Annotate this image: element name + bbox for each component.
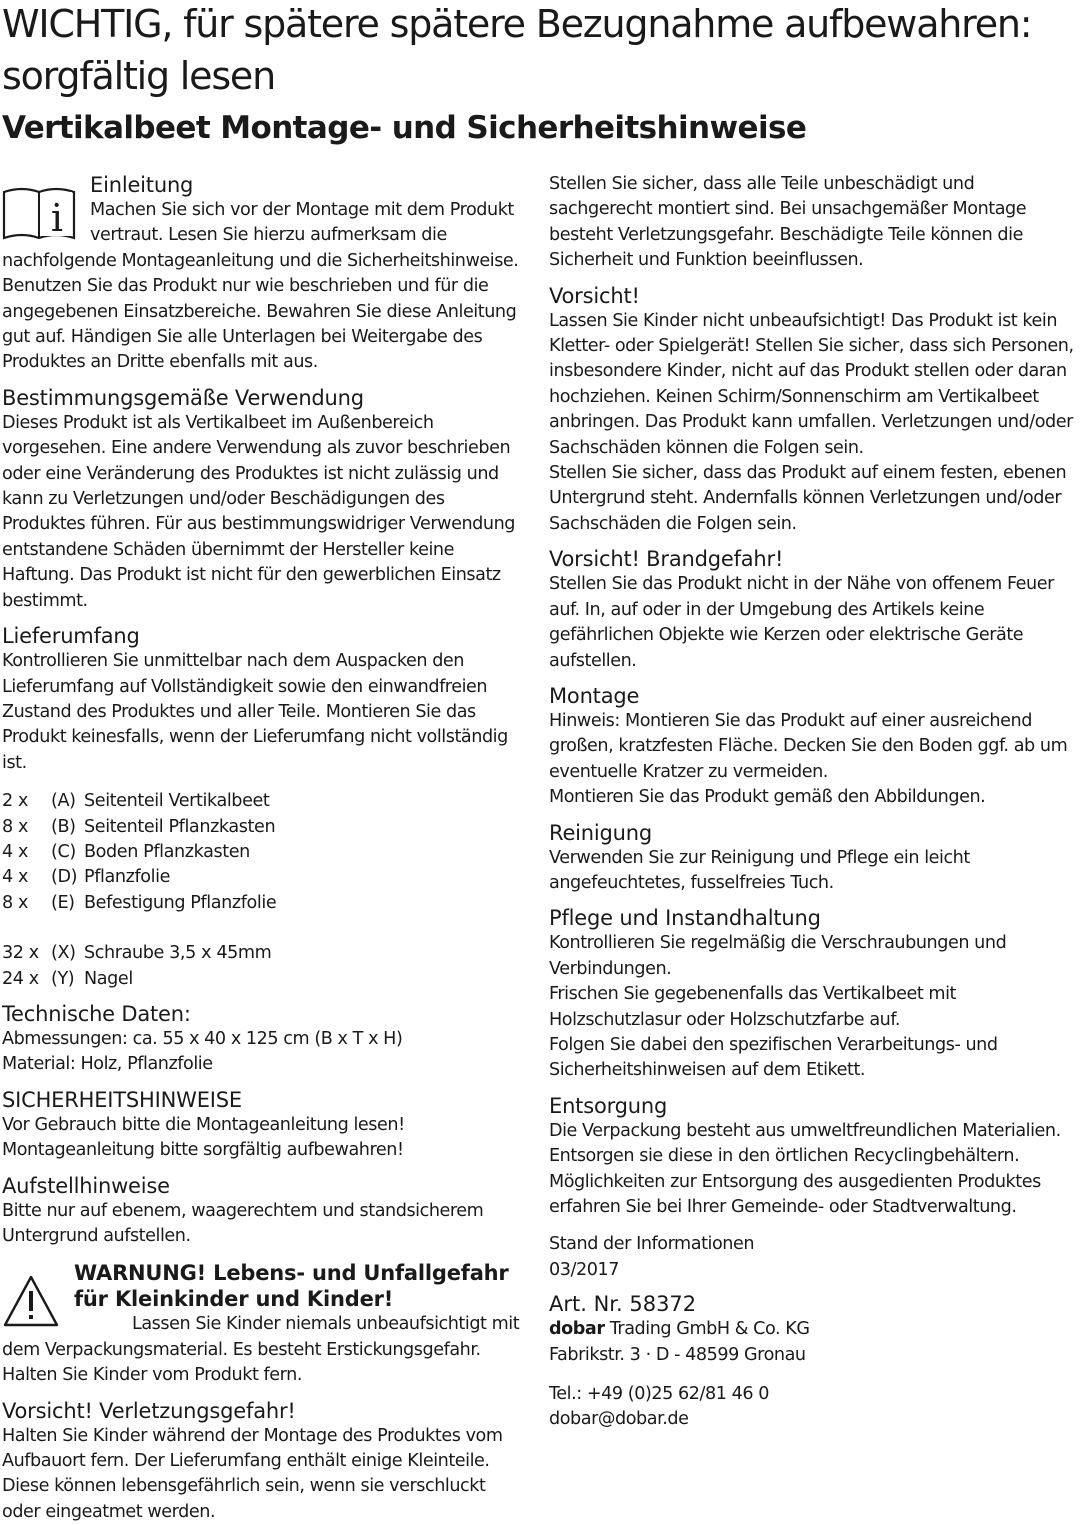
item-code: (A) bbox=[51, 791, 76, 812]
lieferumfang-text: Kontrollieren Sie unmittelbar nach dem Auspacken den Lieferumfang auf Vollständigkeit sowie den einwandfreien Zustand des Produktes und aller Teile. Montieren Sie das Produkt keinesfalls, wenn der Lieferumfang nicht vollständig ist. bbox=[2, 651, 508, 773]
einleitung-heading: Einleitung bbox=[90, 173, 194, 197]
vorsicht-text-1: Lassen Sie Kinder nicht unbeaufsichtigt! Das Produkt ist kein Kletter- oder Spielgerät! Stellen Sie sicher, dass sich Personen, insbesondere Kinder, nicht auf das Produkt stellen oder daran hochziehen. Keinen Schirm/Sonnenschirm am Vertikalbeet anbringen. Das Produkt kann umfallen. Verletzungen und/oder Sachschäden können die Folgen sein. bbox=[549, 310, 1074, 458]
aufstell-heading: Aufstellhinweise bbox=[2, 1173, 170, 1198]
verletzung-text: Halten Sie Kinder während der Montage des Produktes vom Aufbauort fern. Der Lieferumfang enthält einige Kleinteile. Diese können lebensgefährlich sein, wenn sie verschluckt oder eingeatmet werden. bbox=[2, 1425, 503, 1522]
subtitle-rest: Montage- und Sicherheitshinweise bbox=[210, 110, 807, 146]
list-item bbox=[2, 815, 528, 840]
company-rest: Trading GmbH & Co. KG bbox=[604, 1319, 810, 1340]
item-name: Boden Pflanzkasten bbox=[84, 841, 250, 862]
item-code: (X) bbox=[51, 943, 76, 964]
item-qty: 32 x bbox=[2, 943, 39, 964]
item-name: Schraube 3,5 x 45mm bbox=[84, 943, 272, 964]
lieferumfang-heading: Lieferumfang bbox=[2, 624, 140, 649]
technik-dimensions: Abmessungen: ca. 55 x 40 x 125 cm (B x T x H) bbox=[2, 1028, 403, 1049]
left-column bbox=[2, 172, 528, 1525]
montage-text-2: Montieren Sie das Produkt gemäß den Abbildungen. bbox=[549, 787, 986, 808]
stand-label: Stand der Informationen bbox=[549, 1234, 755, 1255]
list-item bbox=[2, 840, 528, 865]
svg-text:i: i bbox=[50, 196, 64, 240]
verletzung-heading: Vorsicht! Verletzungsgefahr! bbox=[2, 1398, 296, 1423]
pflege-heading: Pflege und Instandhaltung bbox=[549, 906, 821, 931]
item-name: Nagel bbox=[84, 968, 133, 989]
reinigung-text: Verwenden Sie zur Reinigung und Pflege ein leicht angefeuchtetes, fusselfreies Tuch. bbox=[549, 847, 970, 893]
warnung-heading: WARNUNG! Lebens- und Unfallgefahr für Kleinkinder und Kinder! bbox=[74, 1261, 509, 1311]
info-book-icon bbox=[2, 184, 76, 242]
item-qty: 8 x bbox=[2, 816, 28, 837]
list-item bbox=[2, 789, 528, 814]
warning-block bbox=[2, 1261, 528, 1388]
item-code: (D) bbox=[51, 867, 78, 888]
item-code: (E) bbox=[51, 892, 75, 913]
item-code: (Y) bbox=[51, 968, 75, 989]
aufstell-text: Bitte nur auf ebenem, waagerechtem und standsicherem Untergrund aufstellen. bbox=[2, 1200, 484, 1246]
item-qty: 4 x bbox=[2, 841, 28, 862]
technik-material: Material: Holz, Pflanzfolie bbox=[2, 1054, 213, 1075]
sicherheit-line-1: Vor Gebrauch bitte die Montageanleitung lesen! bbox=[2, 1114, 405, 1135]
verwendung-heading: Bestimmungsgemäße Verwendung bbox=[2, 385, 364, 410]
warning-triangle-icon bbox=[2, 1273, 60, 1329]
brand-text: Stellen Sie das Produkt nicht in der Nähe von offenem Feuer auf. In, auf oder in der Umgebung des Artikels keine gefährlichen Objekte wie Kerzen oder elektrische Geräte aufstellen. bbox=[549, 574, 1054, 671]
item-name: Seitenteil Pflanzkasten bbox=[84, 816, 276, 837]
company-address: Fabrikstr. 3 · D - 48599 Gronau bbox=[549, 1344, 806, 1365]
list-item bbox=[2, 891, 528, 916]
montage-text-1: Hinweis: Montieren Sie das Produkt auf einer ausreichend großen, kratzfesten Fläche. Decken Sie den Boden ggf. ab um eventuelle Kratzer zu vermeiden. bbox=[549, 710, 1068, 782]
list-item bbox=[2, 967, 528, 992]
item-code: (C) bbox=[51, 841, 76, 862]
vorsicht-text-2: Stellen Sie sicher, dass das Produkt auf einem festen, ebenen Untergrund steht. Andernfalls können Verletzungen und/oder Sachschäden die Folgen sein. bbox=[549, 463, 1067, 534]
entsorgung-text-3: Möglichkeiten zur Entsorgung des ausgedienten Produktes erfahren Sie bei Ihrer Gemeinde- oder Stadtverwaltung. bbox=[549, 1171, 1041, 1217]
entsorgung-text-1: Die Verpackung besteht aus umweltfreundlichen Materialien. bbox=[549, 1120, 1061, 1141]
brand-heading: Vorsicht! Brandgefahr! bbox=[549, 547, 784, 572]
item-qty: 2 x bbox=[2, 791, 28, 812]
vorsicht-heading: Vorsicht! bbox=[549, 283, 640, 308]
warnung-text: Lassen Sie Kinder niemals unbeaufsichtigt mit dem Verpackungsmaterial. Es besteht Erstickungsgefahr. Halten Sie Kinder vom Produkt fern. bbox=[2, 1314, 520, 1386]
page-subtitle bbox=[2, 108, 1084, 148]
item-qty: 24 x bbox=[2, 968, 39, 989]
phone-number: Tel.: +49 (0)25 62/81 46 0 bbox=[549, 1384, 769, 1405]
company-brand: dobar bbox=[549, 1319, 605, 1340]
email-address: dobar@dobar.de bbox=[549, 1409, 689, 1430]
item-name: Seitenteil Vertikalbeet bbox=[84, 791, 270, 812]
einleitung-text: Machen Sie sich vor der Montage mit dem Produkt vertraut. Lesen Sie hierzu aufmerksam die nachfolgende Montageanleitung und die Sicherheitshinweise. Benutzen Sie das Produkt nur wie beschrieben und für die angegebenen Einsatzbereiche. Bewahren Sie diese Anleitung gut auf. Händigen Sie alle Unterlagen bei Weitergabe des Produktes an Dritte ebenfalls mit aus. bbox=[2, 200, 519, 373]
item-qty: 8 x bbox=[2, 892, 28, 913]
list-item bbox=[2, 941, 528, 966]
sicherheit-heading: SICHERHEITSHINWEISE bbox=[2, 1087, 242, 1112]
verwendung-text: Dieses Produkt ist als Vertikalbeet im Außenbereich vorgesehen. Eine andere Verwendung als zuvor beschrieben oder eine Veränderung des Produktes ist nicht zulässig und kann zu Verletzungen und/oder Beschädigungen des Produktes führen. Für aus bestimmungswidriger Verwendung entstandene Schäden übernimmt der Hersteller keine Haftung. Das Produkt ist nicht für den gewerblichen Einsatz bestimmt. bbox=[2, 412, 515, 611]
parts-list bbox=[2, 789, 528, 992]
pflege-text-2: Frischen Sie gegebenenfalls das Vertikalbeet mit Holzschutzlasur oder Holzschutzfarbe auf. bbox=[549, 984, 957, 1030]
intro-text: Stellen Sie sicher, dass alle Teile unbeschädigt und sachgerecht montiert sind. Bei unsachgemäßer Montage besteht Verletzungsgefahr. Beschädigte Teile können die Sicherheit und Funktion beeinflussen. bbox=[549, 174, 1027, 271]
page-title: WICHTIG, für spätere spätere Bezugnahme aufbewahren: sorgfältig lesen bbox=[2, 2, 1032, 98]
list-spacer bbox=[2, 916, 528, 941]
reinigung-heading: Reinigung bbox=[549, 820, 653, 845]
product-name: Vertikalbeet bbox=[2, 110, 211, 146]
item-name: Befestigung Pflanzfolie bbox=[84, 892, 277, 913]
article-number: Art. Nr. 58372 bbox=[549, 1292, 697, 1317]
technik-heading: Technische Daten: bbox=[2, 1001, 191, 1026]
list-item bbox=[2, 865, 528, 890]
montage-heading: Montage bbox=[549, 683, 640, 708]
stand-date: 03/2017 bbox=[549, 1259, 619, 1280]
sicherheit-line-2: Montageanleitung bitte sorgfältig aufbewahren! bbox=[2, 1140, 404, 1161]
company-name bbox=[549, 1317, 1079, 1342]
entsorgung-heading: Entsorgung bbox=[549, 1093, 668, 1118]
item-code: (B) bbox=[51, 816, 76, 837]
right-column bbox=[549, 172, 1079, 1433]
item-name: Pflanzfolie bbox=[84, 867, 171, 888]
item-qty: 4 x bbox=[2, 867, 28, 888]
pflege-text-3: Folgen Sie dabei den spezifischen Verarbeitungs- und Sicherheitshinweisen auf dem Etikett. bbox=[549, 1034, 998, 1081]
pflege-text-1: Kontrollieren Sie regelmäßig die Verschraubungen und Verbindungen. bbox=[549, 933, 1007, 979]
entsorgung-text-2: Entsorgen sie diese in den örtlichen Recyclingbehältern. bbox=[549, 1146, 1020, 1167]
